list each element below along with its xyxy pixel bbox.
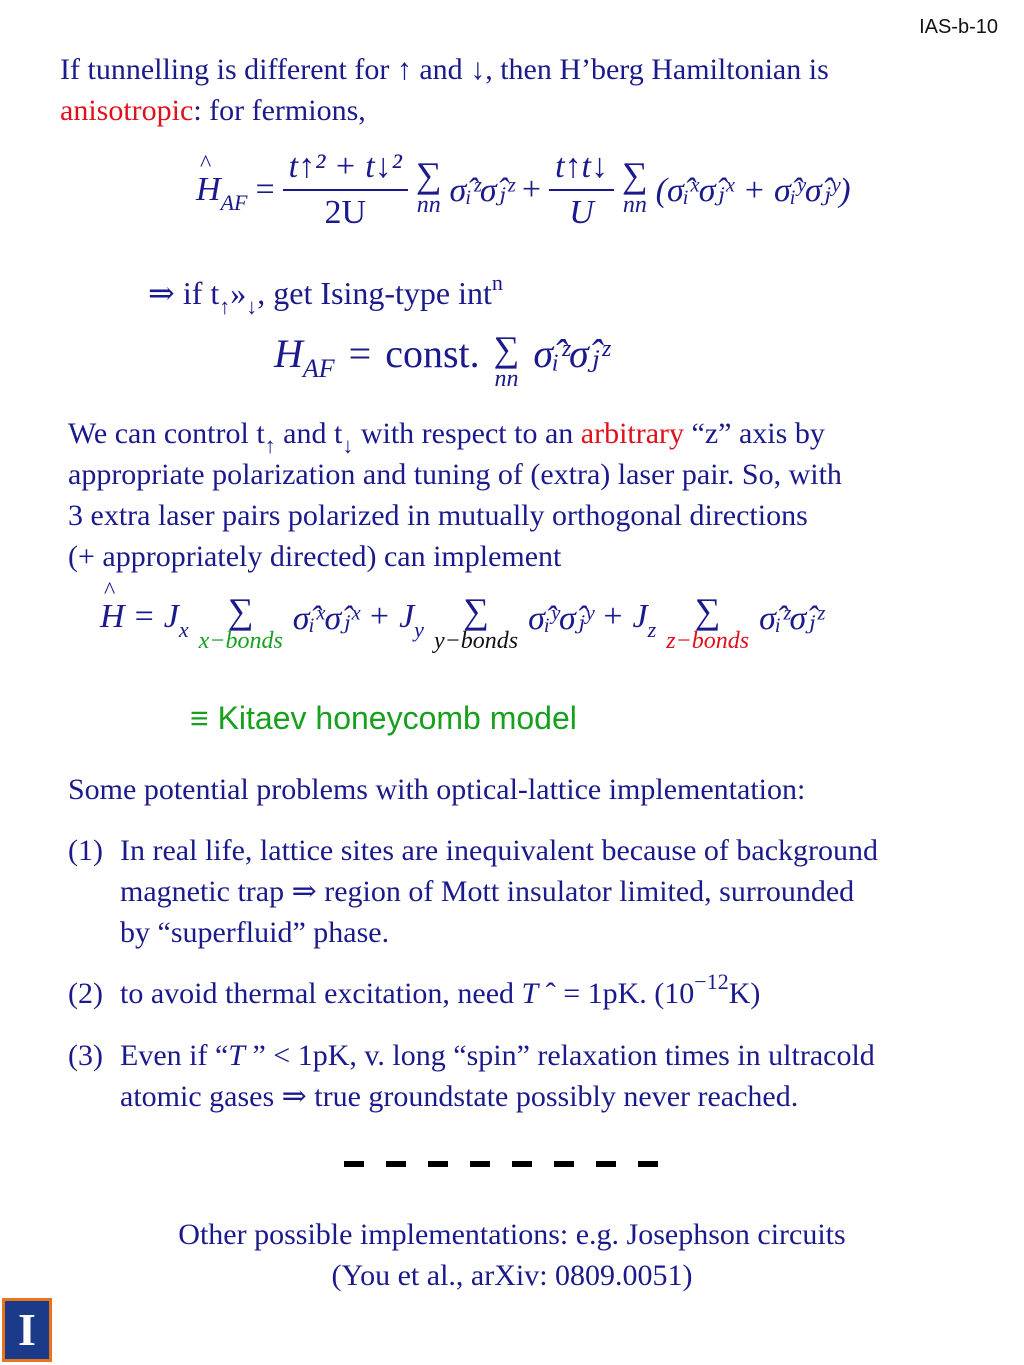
problem-3-line-1	[120, 1036, 875, 1076]
sum-symbol: ∑	[463, 591, 489, 631]
other-line-1: Other possible implementations: e.g. Josephson circuits	[178, 1218, 846, 1251]
problem-2-text: to avoid thermal excitation, need	[120, 977, 522, 1010]
fraction-1-numerator: t↑² + t↓²	[283, 145, 408, 191]
temperature-symbol: T	[228, 1039, 245, 1072]
dashed-separator	[344, 1161, 658, 1167]
down-arrow-icon: ↓	[342, 433, 354, 458]
problem-2-line	[120, 969, 761, 1016]
sum-z-bonds	[666, 591, 750, 656]
sum-symbol: ∑	[227, 591, 254, 631]
intro-line-2	[60, 91, 366, 131]
jz: $J_z$	[632, 598, 657, 642]
down-arrow-icon: ↓	[246, 294, 258, 319]
kitaev-label: ≡ Kitaev honeycomb model	[190, 700, 577, 736]
sum-y-bonds	[433, 591, 519, 656]
intro-text: and	[411, 53, 471, 86]
problem-3-line-2: atomic gases ⇒ true groundstate possibly never reached.	[120, 1080, 799, 1113]
sum-nn-3	[493, 329, 520, 394]
h-hat: ^ H	[100, 598, 125, 636]
problem-1-line-2: magnetic trap ⇒ region of Mott insulator limited, surrounded	[120, 875, 855, 908]
fraction-2	[549, 145, 614, 235]
plus-sign: +	[369, 598, 390, 635]
z-bonds-label: z−bonds	[666, 628, 750, 654]
anisotropic-highlight: anisotropic	[60, 94, 194, 127]
up-arrow-icon: ↑	[219, 294, 231, 319]
sigma-x-term: σ̂ᵢˣσ̂ⱼˣ	[292, 600, 360, 637]
ising-text: , get Ising-type int	[257, 275, 492, 311]
dash	[428, 1161, 448, 1167]
university-logo	[2, 1298, 52, 1362]
sum-limit: nn	[494, 366, 519, 392]
problem-2-text: ˆ = 1pK. (10	[538, 977, 695, 1010]
problem-1-line-1: In real life, lattice sites are inequivalent because of background	[120, 834, 878, 867]
control-line-4: (+ appropriately directed) can implement	[68, 540, 562, 573]
equation-hamiltonian-af	[196, 140, 851, 240]
dash	[386, 1161, 406, 1167]
problems-heading: Some potential problems with optical-lattice implementation:	[68, 773, 806, 806]
exponent: −12	[694, 969, 729, 994]
dash	[344, 1161, 364, 1167]
ising-condition	[148, 270, 503, 319]
intro-text: : for fermions,	[193, 94, 366, 127]
y-bonds-label: y−bonds	[433, 628, 519, 654]
problem-1-number: (1)	[68, 834, 103, 867]
h-hat: ^ $H_{AF}$	[196, 171, 247, 209]
control-line-1	[68, 414, 825, 456]
temperature-symbol: T	[521, 977, 539, 1010]
implies-text: ⇒ if t	[148, 275, 220, 311]
sigma-z-term: σ̂ᵢᶻσ̂ⱼᶻ	[759, 600, 824, 637]
logo-letter: I	[18, 1304, 36, 1355]
h-af: $H_{AF}$	[274, 331, 335, 383]
fraction-2-numerator: t↑t↓	[549, 145, 614, 191]
dash	[554, 1161, 574, 1167]
dash	[596, 1161, 616, 1167]
sum-symbol: ∑	[415, 155, 442, 195]
up-arrow-icon: ↑	[396, 53, 412, 86]
much-greater-sign: »	[230, 275, 247, 311]
jy: $J_y$	[399, 598, 424, 642]
control-text: with respect to an	[353, 417, 581, 450]
control-text: and t	[275, 417, 343, 450]
sum-x-bonds	[198, 591, 283, 656]
jx: $J_x$	[163, 598, 189, 642]
plus-sign: +	[603, 598, 623, 635]
dash	[512, 1161, 532, 1167]
sum-nn-1	[415, 155, 442, 220]
intro-line-1	[60, 50, 829, 90]
problem-2-number: (2)	[68, 977, 103, 1010]
dash	[470, 1161, 490, 1167]
control-text: “z” axis by	[684, 417, 825, 450]
sum-symbol: ∑	[694, 591, 721, 631]
control-line-2: appropriate polarization and tuning of (extra) laser pair. So, with	[68, 458, 842, 491]
sigma-y-term: σ̂ᵢʸσ̂ⱼʸ	[528, 600, 594, 637]
dash	[638, 1161, 658, 1167]
fraction-1-denominator: 2U	[324, 194, 367, 231]
problem-1-line-3: by “superfluid” phase.	[120, 916, 390, 949]
intro-text: , then H’berg Hamiltonian is	[485, 53, 829, 86]
other-line-2: (You et al., arXiv: 0809.0051)	[331, 1259, 693, 1292]
sigma-z-term: σ̂ᵢᶻσ̂ⱼᶻ	[533, 331, 610, 376]
intro-text: If tunnelling is different for	[60, 53, 397, 86]
down-arrow-icon: ↓	[470, 53, 486, 86]
equation-kitaev	[100, 591, 824, 678]
equals-sign: =	[134, 598, 154, 635]
slide-id: IAS-b-10	[919, 16, 998, 38]
problem-3-number: (3)	[68, 1039, 103, 1072]
fraction-1	[283, 145, 408, 235]
sum-symbol: ∑	[621, 155, 648, 195]
sigma-z-term: σ̂ᵢᶻσ̂ⱼᶻ	[449, 172, 514, 209]
up-arrow-icon: ↑	[264, 433, 276, 458]
superscript-n: n	[491, 270, 503, 295]
control-text: We can control t	[68, 417, 265, 450]
problem-2-text: K)	[728, 977, 761, 1010]
sum-limit: nn	[416, 192, 441, 218]
equals-sign: =	[255, 171, 275, 208]
sum-nn-2	[621, 155, 648, 220]
const-text: const.	[385, 331, 480, 376]
fraction-2-denominator: U	[569, 194, 594, 231]
arbitrary-highlight: arbitrary	[580, 417, 685, 450]
sigma-xy-term: (σ̂ᵢˣσ̂ⱼˣ + σ̂ᵢʸσ̂ⱼʸ)	[655, 172, 851, 209]
problem-3-text: ” < 1pK, v. long “spin” relaxation times in ultracold	[244, 1039, 875, 1072]
equation-ising	[274, 330, 609, 394]
sum-symbol: ∑	[493, 329, 520, 369]
equals-sign: =	[348, 331, 372, 376]
sum-limit: nn	[622, 192, 647, 218]
plus-sign: +	[521, 171, 542, 208]
x-bonds-label: x−bonds	[198, 628, 283, 654]
problem-3-text: Even if “	[120, 1039, 229, 1072]
control-line-3: 3 extra laser pairs polarized in mutually orthogonal directions	[68, 499, 808, 532]
